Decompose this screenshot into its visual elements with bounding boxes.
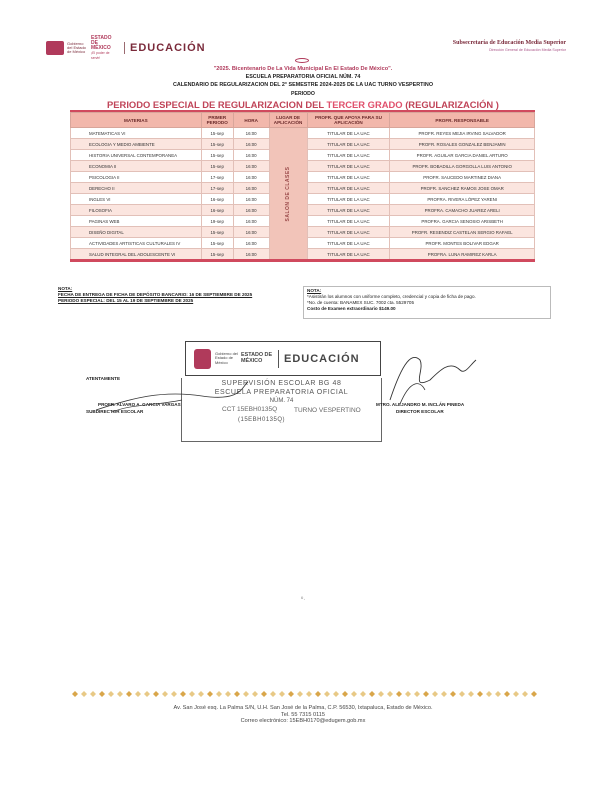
col-lugar: LUGAR DE APLICACIÓN <box>269 113 307 128</box>
ornament-diamond <box>531 691 537 697</box>
ornament-diamond <box>459 691 465 697</box>
subsecretaria-sub: Dirección General de Educación Media Superior <box>489 48 566 52</box>
director-role: DIRECTOR ESCOLAR <box>396 409 444 414</box>
ornament-diamond <box>369 691 375 697</box>
ornament-diamond <box>81 691 87 697</box>
footer-ornament-icon <box>68 691 538 697</box>
atentamente-label: ATENTAMENTE <box>86 376 121 381</box>
ornament-diamond <box>486 691 492 697</box>
ornament-diamond <box>324 691 330 697</box>
ornament-diamond <box>153 691 159 697</box>
title-highlight: TERCER GRADO <box>326 99 403 110</box>
cell-periodo: 19-sep <box>201 216 233 227</box>
note-right-line3: Costo de Examen extraordinario $149.00 <box>307 306 396 311</box>
ornament-diamond <box>135 691 141 697</box>
footer-address <box>0 705 606 725</box>
page-title <box>72 99 534 110</box>
cell-lugar <box>269 128 307 260</box>
stamp-gob-label: Gobierno del Estado de México <box>215 350 238 365</box>
footer-line3: Correo electrónico: 15EBH0170@edugem.gob.mx <box>240 718 366 724</box>
cell-profr-responsable: PROFR. SAUCEDO MARTINEZ DIANA <box>390 172 535 183</box>
stamp-header <box>185 341 381 376</box>
ornament-diamond <box>405 691 411 697</box>
ornament-diamond <box>450 691 456 697</box>
cell-hora: 16:00 <box>233 150 269 161</box>
note-left-line1: FECHA DE ENTREGA DE FICHA DE DEPÓSITO BANCARIO: 16 DE SEPTIEMBRE DE 2025 <box>58 292 253 297</box>
mx-label: ESTADO DE MÉXICO <box>91 34 112 51</box>
cell-profr-apoyo: TITULAR DE LA UAC <box>307 238 390 249</box>
note-left <box>58 286 292 319</box>
ornament-diamond <box>207 691 213 697</box>
cell-materia: ECONOMIA II <box>71 161 202 172</box>
table-rule <box>70 259 535 262</box>
periodo-label: PERIODO <box>291 91 315 97</box>
cell-hora: 16:00 <box>233 183 269 194</box>
cell-materia: ACTIVIDADES ARTISTICAS CULTURALES IV <box>71 238 202 249</box>
ornament-diamond <box>360 691 366 697</box>
signature-right-icon <box>380 340 480 410</box>
ornament-diamond <box>306 691 312 697</box>
ornament-diamond <box>225 691 231 697</box>
stamp-cct: CCT 15EBH0135Q <box>222 406 278 413</box>
title-pre: PERIODO ESPECIAL DE REGULARIZACION DEL <box>107 99 324 110</box>
ornament-diamond <box>90 691 96 697</box>
table-header-row <box>71 113 535 128</box>
cell-profr-responsable: PROFRA. CAMACHO JUAREZ ARELI <box>390 205 535 216</box>
ornament-icon <box>295 58 309 63</box>
cell-periodo: 15-sep <box>201 139 233 150</box>
stamp-turno: TURNO VESPERTINO <box>294 407 361 414</box>
ornament-diamond <box>171 691 177 697</box>
note-right-heading: NOTA: <box>307 288 322 293</box>
cell-profr-apoyo: TITULAR DE LA UAC <box>307 139 390 150</box>
footer-line2: Tel. 55 7315 0115 <box>280 711 326 718</box>
cell-periodo: 17-sep <box>201 172 233 183</box>
cell-profr-apoyo: TITULAR DE LA UAC <box>307 205 390 216</box>
subsecretaria: Subsecretaría de Educación Media Superior <box>452 40 566 46</box>
cell-hora: 16:00 <box>233 194 269 205</box>
ornament-diamond <box>414 691 420 697</box>
cell-materia: DERECHO II <box>71 183 202 194</box>
ornament-diamond <box>513 691 519 697</box>
cell-materia: FILOSOFIA <box>71 205 202 216</box>
ornament-diamond <box>288 691 294 697</box>
cell-hora: 16:00 <box>233 216 269 227</box>
title-post: (REGULARIZACIÓN ) <box>405 99 499 110</box>
ornament-diamond <box>198 691 204 697</box>
cell-materia: HISTORIA UNIVERSAL CONTEMPORANEA <box>71 150 202 161</box>
mexico-logo <box>91 36 119 61</box>
cell-hora: 16:00 <box>233 161 269 172</box>
ornament-diamond <box>504 691 510 697</box>
letterhead <box>46 34 566 60</box>
cell-periodo: 15-sep <box>201 150 233 161</box>
ornament-diamond <box>432 691 438 697</box>
ornament-diamond <box>441 691 447 697</box>
director-name: MTRO. ALEJANDRO M. INCLÁN PINEDA <box>376 402 465 407</box>
ornament-diamond <box>468 691 474 697</box>
cell-profr-apoyo: TITULAR DE LA UAC <box>307 161 390 172</box>
cell-hora: 16:00 <box>233 238 269 249</box>
cell-profr-responsable: PROFR. REYES MEJIA IRVING SALVADOR <box>390 128 535 139</box>
cell-hora: 16:00 <box>233 249 269 260</box>
schedule-table <box>70 112 535 260</box>
ornament-diamond <box>279 691 285 697</box>
cell-periodo: 15-sep <box>201 128 233 139</box>
ornament-diamond <box>297 691 303 697</box>
col-profr-apoyo: PROFR. QUE APOYA PARA SU APLICACIÓN <box>307 113 390 128</box>
stamp-barcode: (15EBH0135Q) <box>238 417 286 423</box>
gob-label: Gobierno del Estado de México <box>67 41 86 54</box>
cell-periodo: 17-sep <box>201 183 233 194</box>
subdirector-role: SUBDIRECTOR ESCOLAR <box>86 409 144 414</box>
cell-hora: 16:00 <box>233 227 269 238</box>
divider <box>278 350 279 368</box>
ornament-diamond <box>162 691 168 697</box>
ornament-diamond <box>351 691 357 697</box>
cell-materia: PSICOLOGIA II <box>71 172 202 183</box>
ornament-diamond <box>252 691 258 697</box>
scan-mark-icon: º· <box>301 597 306 603</box>
cell-materia: DISEÑO DIGITAL <box>71 227 202 238</box>
note-left-heading: NOTA: <box>58 286 73 291</box>
cell-materia: ECOLOGIA Y MEDIO AMBIENTE <box>71 139 202 150</box>
ornament-diamond <box>180 691 186 697</box>
cell-profr-apoyo: TITULAR DE LA UAC <box>307 249 390 260</box>
col-hora: HORA <box>233 113 269 128</box>
ornament-diamond <box>477 691 483 697</box>
ornament-diamond <box>342 691 348 697</box>
cell-hora: 16:00 <box>233 205 269 216</box>
cell-profr-responsable: PROFRA. GARCIA SENOSIO ARISBETH <box>390 216 535 227</box>
cell-profr-apoyo: TITULAR DE LA UAC <box>307 183 390 194</box>
table-row <box>71 128 535 139</box>
ornament-diamond <box>261 691 267 697</box>
cell-profr-responsable: PROFR. SANCHEZ RAMOS JOSE OMAR <box>390 183 535 194</box>
state-seal-logo <box>194 349 211 369</box>
education-label: EDUCACIÓN <box>130 42 206 54</box>
calendar-title: CALENDARIO DE REGULARIZACION DEL 2° SEMESTRE 2024-2025 DE LA UAC TURNO VESPERTINO <box>172 82 434 88</box>
cell-profr-responsable: PROFRA. RIVERA LÓPEZ YARENI <box>390 194 535 205</box>
signature-left-icon <box>92 376 252 416</box>
cell-materia: PAGINAS WEB <box>71 216 202 227</box>
lugar-label: SALON DE CLASES <box>285 165 292 222</box>
cell-profr-apoyo: TITULAR DE LA UAC <box>307 172 390 183</box>
cell-periodo: 16-sep <box>201 194 233 205</box>
cell-materia: MATEMATICAS VI <box>71 128 202 139</box>
cell-hora: 16:00 <box>233 139 269 150</box>
ornament-diamond <box>423 691 429 697</box>
ornament-diamond <box>126 691 132 697</box>
col-materias: MATERIAS <box>71 113 202 128</box>
cell-profr-responsable: PROFR. BOBADILLA GORGOLLA LUIS ANTONIO <box>390 161 535 172</box>
cell-materia: SALUD INTEGRAL DEL ADOLESCENTE VI <box>71 249 202 260</box>
col-profr-responsable: PROFR. RESPONSABLE <box>390 113 535 128</box>
ornament-diamond <box>189 691 195 697</box>
ornament-diamond <box>234 691 240 697</box>
stamp-line3: NÚM. 74 <box>269 398 294 404</box>
ornament-diamond <box>315 691 321 697</box>
cell-periodo: 15-sep <box>201 227 233 238</box>
cell-profr-responsable: PROFR. AGUILAR GARCIA DANIEL ARTURO <box>390 150 535 161</box>
cell-materia: INGLES VI <box>71 194 202 205</box>
divider <box>124 42 125 54</box>
ornament-diamond <box>522 691 528 697</box>
cell-periodo: 15-sep <box>201 161 233 172</box>
cell-profr-apoyo: TITULAR DE LA UAC <box>307 194 390 205</box>
ornament-diamond <box>117 691 123 697</box>
ornament-diamond <box>99 691 105 697</box>
school-name: ESCUELA PREPARATORIA OFICIAL NÚM. 74 <box>245 74 361 80</box>
cell-hora: 16:00 <box>233 172 269 183</box>
mx-sub: ¡El poder de servir! <box>91 50 110 60</box>
cell-profr-responsable: PROFRA. LUNA RAMIREZ KARLA <box>390 249 535 260</box>
ornament-diamond <box>378 691 384 697</box>
ornament-diamond <box>243 691 249 697</box>
note-right-line2: *No. de cuenta: BANAMEX SUC. 7002 cta. 5529705 <box>307 300 414 305</box>
cell-hora: 16:00 <box>233 128 269 139</box>
cell-periodo: 15-sep <box>201 249 233 260</box>
ornament-diamond <box>216 691 222 697</box>
cell-profr-responsable: PROFR. RESENDIZ CASTELAN SERGIO RAFAEL <box>390 227 535 238</box>
cell-profr-apoyo: TITULAR DE LA UAC <box>307 216 390 227</box>
cell-profr-responsable: PROFR. ROSALES GONZALEZ BENJAMIN <box>390 139 535 150</box>
stamp-mexico-logo: ESTADO DE MÉXICO <box>241 352 273 364</box>
col-primer-periodo: PRIMER PERIODO <box>201 113 233 128</box>
state-seal-logo <box>46 41 64 55</box>
cell-profr-apoyo: TITULAR DE LA UAC <box>307 227 390 238</box>
footer-line1: Av. San José esq. La Palma S/N, U.H. San José de la Palma, C.P. 56530, Ixtapaluca, Estado de México. <box>173 705 433 711</box>
cell-profr-apoyo: TITULAR DE LA UAC <box>307 150 390 161</box>
ornament-diamond <box>387 691 393 697</box>
ornament-diamond <box>495 691 501 697</box>
cell-profr-apoyo: TITULAR DE LA UAC <box>307 128 390 139</box>
stamp-line1: SUPERVISIÓN ESCOLAR BG 48 <box>221 380 342 387</box>
stamp-education: EDUCACIÓN <box>284 352 360 365</box>
ornament-diamond <box>396 691 402 697</box>
ornament-diamond <box>108 691 114 697</box>
subdirector-name: PROFR. ALVARO A. GARCIA VARGAS <box>98 402 181 407</box>
ornament-diamond <box>333 691 339 697</box>
cell-profr-responsable: PROFR. MONTES BOLIVAR EDGAR <box>390 238 535 249</box>
ornament-diamond <box>144 691 150 697</box>
note-left-line2: PERIODO ESPECIAL: DEL 15 AL 19 DE SEPTIEMBRE DE 2025 <box>58 298 194 303</box>
cell-periodo: 16-sep <box>201 205 233 216</box>
motto: "2025. Bicentenario De La Vida Municipal En El Estado De México". <box>213 66 393 72</box>
ornament-diamond <box>270 691 276 697</box>
note-right <box>303 286 551 319</box>
ornament-diamond <box>72 691 78 697</box>
cell-periodo: 15-sep <box>201 238 233 249</box>
stamp-line2: ESCUELA PREPARATORIA OFICIAL <box>214 389 349 396</box>
note-right-line1: *Asistirán los alumnos con uniforme completo, credencial y copia de ficha de pago. <box>307 294 476 299</box>
